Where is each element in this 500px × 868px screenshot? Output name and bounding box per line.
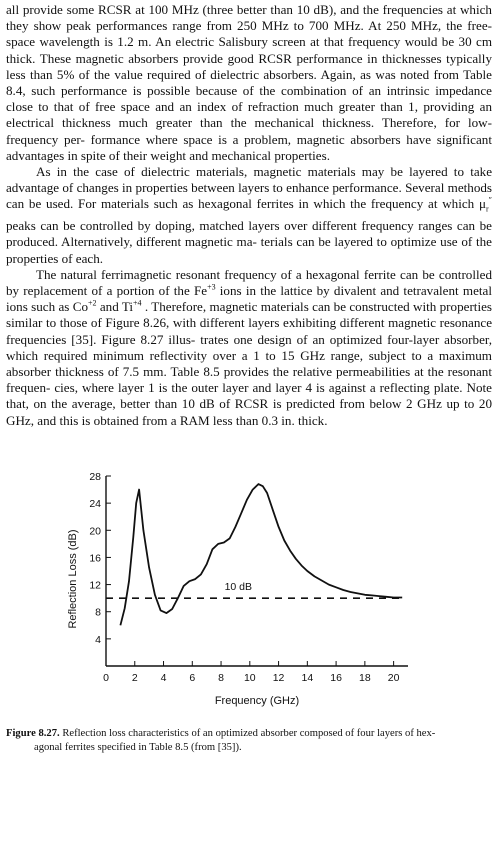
text-line: take advantage of changes in properties between layers to enhance performance. [6, 164, 493, 196]
chart-labels [67, 471, 400, 707]
text-line: at which they show peak performances range from 250 MHz to 700 MHz. At 250 [6, 2, 492, 34]
text-line: all provide some RCSR at 100 MHz (three better than 10 dB), and the frequencies [6, 2, 443, 17]
paragraph-1 [6, 2, 492, 164]
text-line: different frequency ranges can be produced. Alternatively, different magnetic ma- [6, 218, 492, 250]
reflection-loss-curve [120, 484, 402, 625]
text-line: The natural ferrimagnetic resonant frequency of a hexagonal ferrite can be [36, 266, 435, 282]
x-tick-label: 18 [359, 672, 371, 684]
x-tick-label: 6 [189, 672, 196, 684]
y-tick-label: 12 [89, 579, 101, 592]
text-line: layers exhibiting different magnetic resonance frequencies [35]. Figure 8.27 illus- [6, 315, 493, 347]
x-tick-label: 0 [103, 672, 109, 684]
text-line: can be constructed with properties similar to those of Figure 8.26, with different [6, 299, 492, 331]
body-text [6, 2, 492, 429]
y-tick-label: 20 [89, 525, 101, 538]
text-line: trates one design of an optimized four-layer absorber, which required minimum [6, 331, 492, 363]
text-line: controlled by replacement of a portion of the $Fe^{+3}$ ions in the lattice by divalent [6, 266, 492, 299]
y-tick-label: 8 [95, 606, 101, 619]
caption-text-line-2: agonal ferrites specified in Table 8.5 (from [35]). [34, 741, 242, 753]
paragraph-3 [6, 267, 492, 429]
paragraph-2 [6, 164, 492, 267]
text-line: formance where space is a problem, magnetic absorbers have significant advantages [6, 131, 492, 163]
y-axis-label: Reflection Loss (dB) [67, 529, 79, 629]
text-line: Several methods can be used. For materials such as hexagonal ferrites in which [6, 180, 493, 212]
text-line: MHz, the free-space wavelength is 1.2 m. An electric Salisbury screen at that [6, 18, 492, 50]
text-line: because of the combination of an intrinsic impedance close to that of free space [6, 83, 492, 115]
text-line: and tetravalent metal ions such as $Co^{+2}$ and $Ti^{+4}$ . Therefore, magnetic materials [6, 283, 492, 315]
x-tick-label: 12 [272, 672, 285, 684]
x-tick-label: 10 [243, 672, 256, 684]
caption-label: Figure 8.27. [6, 728, 60, 739]
x-tick-label: 8 [218, 672, 224, 684]
x-tick-label: 2 [131, 672, 138, 684]
text-line: the frequency at which $\mu_r''$ peaks can be controlled by doping, matched layers over [6, 196, 492, 234]
x-axis-label: Frequency (GHz) [214, 695, 300, 707]
x-tick-label: 14 [301, 672, 314, 684]
text-line: absorbers. Again, as was noted from Table 8.4, such performance is possible [6, 66, 492, 99]
reference-line-label: 10 dB [224, 581, 253, 594]
text-line: As in the case of dielectric materials, magnetic materials may be layered to [36, 164, 464, 180]
text-line: performance in thicknesses typically less than 5% of the value required of dielectric [6, 50, 492, 82]
text-line: reflectivity over a 1 to 15 GHz range, subject to a maximum absorber thickness [6, 347, 492, 380]
text-line: and an index of refraction much greater than 1, providing an electrical thickness [6, 99, 492, 131]
text-line: much greater than the mechanical thickness. Therefore, for low-frequency per- [6, 115, 492, 147]
chart-axes [106, 476, 408, 666]
y-tick-label: 28 [89, 471, 101, 483]
text-line: that, on the average, better than 10 dB of RCSR is predicted from below 2 GHz [6, 396, 442, 412]
text-line: in spite of their weight and mechanical properties. [67, 147, 330, 163]
x-tick-label: 16 [330, 672, 342, 684]
text-line: of 7.5 mm. Table 8.5 provides the relative permeabilities at the resonant frequen- [6, 364, 492, 396]
figure-caption [6, 727, 492, 754]
text-line: cies, where layer 1 is the outer layer and layer 4 is against a reflecting plate. Note [54, 380, 492, 396]
x-tick-label: 4 [160, 672, 167, 684]
y-tick-label: 16 [89, 552, 101, 565]
text-line: terials can be layered to optimize use of the properties of each. [6, 234, 492, 266]
text-line: frequency would be 30 cm thick. These magnetic absorbers provide good RCSR [6, 34, 493, 66]
caption-text-line-1: Reflection loss characteristics of an optimized absorber composed of four layers of hex- [62, 728, 436, 739]
chart-marks [106, 484, 402, 625]
y-tick-label: 4 [95, 633, 101, 646]
text-line: up to 20 GHz, and this is obtained from a RAM less than 0.3 in. thick. [6, 396, 492, 428]
reflection-loss-chart [10, 466, 490, 722]
x-tick-label: 20 [387, 672, 400, 684]
y-tick-label: 24 [89, 498, 101, 511]
